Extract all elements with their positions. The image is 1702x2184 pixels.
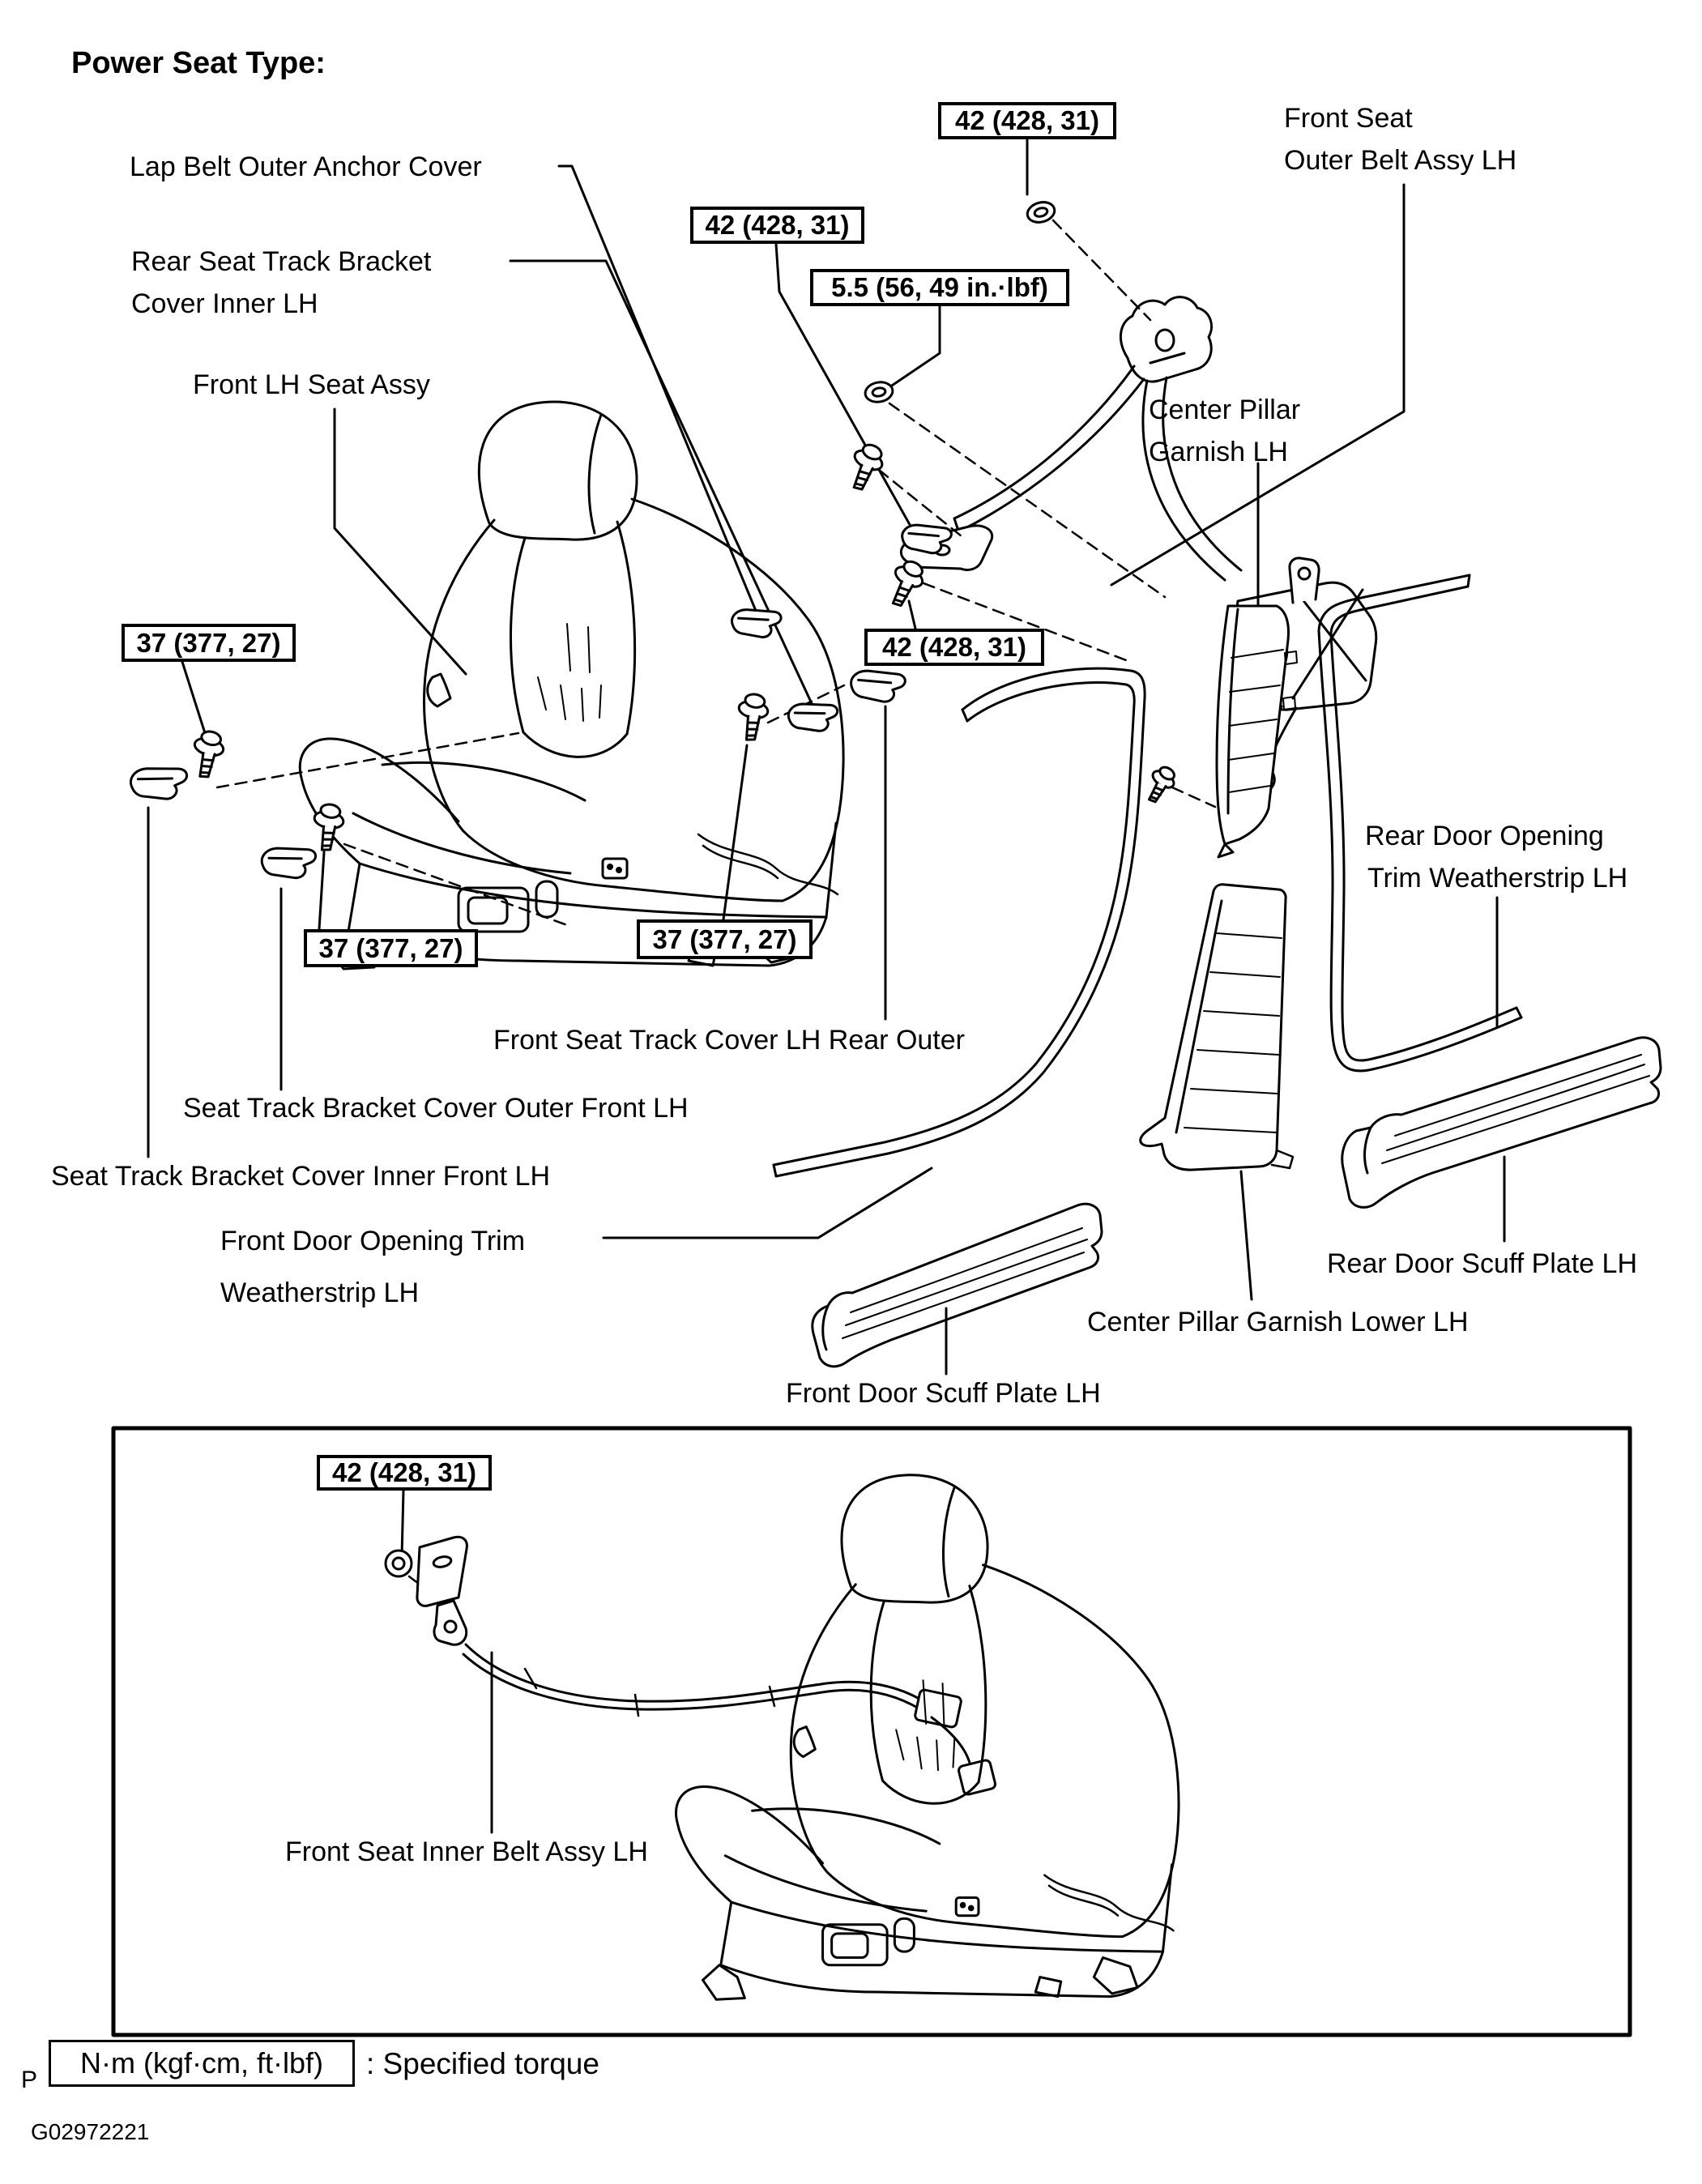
torque-callout-42-bottom: 42 (428, 31): [317, 1455, 492, 1491]
torque-unit-box: N·m (kgf·cm, ft·lbf): [49, 2040, 355, 2087]
torque-callout-42-middle: 42 (428, 31): [864, 629, 1044, 666]
page-marker: P: [21, 2067, 38, 2093]
bottom-section-frame: [113, 1428, 1630, 2035]
fasteners: [187, 199, 1179, 1576]
bolt-icon: [842, 440, 889, 494]
bottom-seat-drawing: [676, 1475, 1179, 1999]
center-pillar-garnish-lower-drawing: [1141, 885, 1293, 1170]
track-bracket-cover-outer-front-icon: [260, 842, 319, 883]
label-rear-weatherstrip-line2: Trim Weatherstrip LH: [1367, 863, 1628, 894]
screw-icon: [1141, 762, 1180, 806]
label-front-scuff: Front Door Scuff Plate LH: [786, 1378, 1101, 1409]
label-outer-belt-line1: Front Seat: [1284, 103, 1413, 134]
torque-callout-37-lower-left: 37 (377, 27): [304, 929, 478, 967]
label-lap-belt-cover: Lap Belt Outer Anchor Cover: [130, 151, 482, 182]
label-center-pillar-line1: Center Pillar: [1149, 395, 1301, 425]
label-rear-track-bracket-line1: Rear Seat Track Bracket: [131, 246, 432, 277]
rear-track-bracket-cover-icon: [787, 698, 840, 736]
front-door-scuff-plate-drawing: [813, 1204, 1102, 1367]
label-inner-belt: Front Seat Inner Belt Assy LH: [285, 1836, 648, 1867]
label-center-pillar-lower: Center Pillar Garnish Lower LH: [1087, 1307, 1469, 1337]
cover-clips: [129, 522, 953, 884]
lap-belt-anchor-cover-icon: [731, 605, 783, 642]
rear-door-scuff-plate-drawing: [1342, 1038, 1661, 1208]
front-door-weatherstrip-drawing: [774, 668, 1145, 1176]
page-title: Power Seat Type:: [71, 46, 326, 80]
label-center-pillar-line2: Garnish LH: [1149, 437, 1288, 467]
figure-code: G02972221: [31, 2119, 150, 2144]
legend-description: : Specified torque: [366, 2047, 599, 2080]
label-outer-belt-line2: Outer Belt Assy LH: [1284, 145, 1517, 176]
torque-callout-37-lower-mid: 37 (377, 27): [637, 919, 813, 959]
front-lh-seat-drawing: [300, 402, 843, 969]
label-track-outer-front: Seat Track Bracket Cover Outer Front LH: [183, 1093, 689, 1124]
torque-callout-42-top: 42 (428, 31): [938, 102, 1116, 139]
bolt-icon: [734, 692, 770, 742]
torque-callout-5-5: 5.5 (56, 49 in.·lbf): [810, 269, 1069, 306]
center-pillar-garnish-drawing: [1217, 606, 1297, 857]
label-front-track-cover: Front Seat Track Cover LH Rear Outer: [493, 1025, 965, 1056]
inner-belt-assembly-drawing: [417, 1537, 996, 1795]
grommet-icon: [386, 1551, 412, 1576]
label-rear-track-bracket-line2: Cover Inner LH: [131, 288, 318, 319]
label-track-inner-front: Seat Track Bracket Cover Inner Front LH: [51, 1161, 551, 1192]
torque-callout-42-left: 42 (428, 31): [690, 207, 864, 244]
front-track-cover-rear-outer-icon: [850, 667, 907, 705]
bolt-icon: [187, 728, 227, 780]
outer-belt-assembly-drawing: [901, 297, 1376, 798]
label-front-lh-seat: Front LH Seat Assy: [193, 369, 430, 400]
label-rear-scuff: Rear Door Scuff Plate LH: [1327, 1248, 1637, 1279]
label-rear-weatherstrip-line1: Rear Door Opening: [1365, 821, 1604, 851]
track-bracket-cover-inner-front-icon: [129, 761, 191, 806]
torque-callout-37-upper: 37 (377, 27): [122, 624, 296, 662]
nut-icon: [1025, 199, 1056, 225]
label-front-weatherstrip-line1: Front Door Opening Trim: [220, 1226, 526, 1256]
label-front-weatherstrip-line2: Weatherstrip LH: [220, 1278, 420, 1308]
nut-icon: [864, 380, 894, 404]
